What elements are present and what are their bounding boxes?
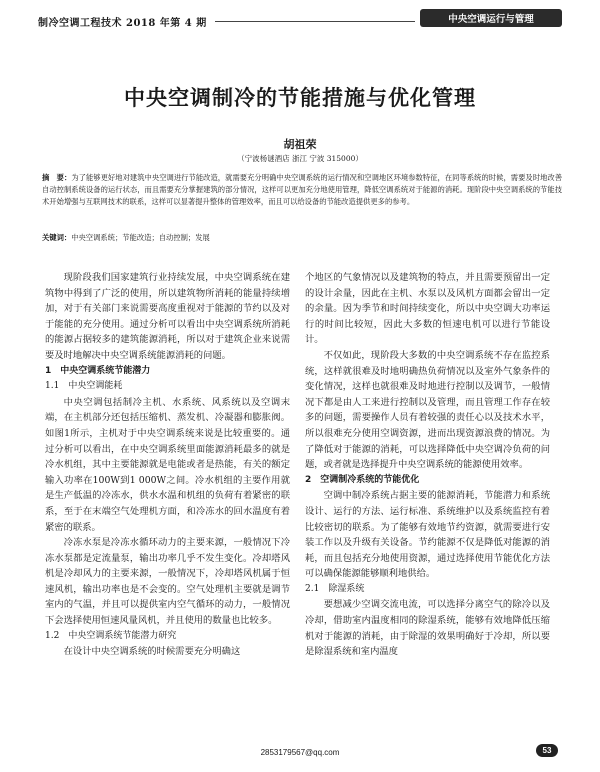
article-author: 胡祖荣 bbox=[283, 138, 317, 151]
author-email: 28531795​67@qq.com bbox=[260, 748, 340, 757]
abstract-text: 为了能够更好地对建筑中央空调进行节能改造，就需要充分明确中央空调系统的运行情况和空调地区环境参数特征，在同等系统的时候，需要及时地改善自动控制系统设备的运行状态，而且需要充分掌握建筑的部分情况，这样可以更加充分地使用管理，降低空调系统对于能源的消耗。现阶段中央空调系统的节能技术开始增强与互联网技术的联系，这样可以显著提升整体的管理效率，而且可以给设备的节能改造提供更多的参考。 bbox=[42, 173, 563, 207]
header-rule bbox=[215, 21, 415, 22]
keywords-label: 关键词： bbox=[42, 233, 72, 242]
section-badge: 中央空调运行与管理 bbox=[420, 9, 562, 27]
journal-header: 制冷空调工程技术 2018 年第 4 期 bbox=[38, 18, 207, 29]
paragraph: 冷冻水泵是冷冻水循环动力的主要来源，一般情况下冷冻水泵都是定流量泵，输出功率几乎不发生变化。冷却塔风机是冷却风力的主要来源，一般情况下，冷却塔风机属于恒速风机，输出功率也是不会变的。空气处理机主要就是调节室内的气温，并且可以提供室内空气循环的动力，一般情况下会选择使用恒速风量风机，并且使用的数量也比较多。 bbox=[45, 537, 290, 627]
article-title: 中央空调制冷的节能措施与优化管理 bbox=[124, 86, 476, 110]
subsection-heading: 1.1 中央空调能耗 bbox=[45, 381, 123, 392]
paragraph: 在设计中央空调系统的时候需要充分明确这 bbox=[63, 646, 241, 658]
keywords-text: 中央空调系统；节能改造；自动控制；发展 bbox=[71, 233, 210, 242]
page-number: 53 bbox=[536, 744, 558, 757]
subsection-heading: 1.2 中央空调系统节能潜力研究 bbox=[45, 630, 177, 641]
paragraph: 中央空调包括制冷主机、水系统、风系统以及空调末端，在主机部分还包括压缩机、蒸发机、冷凝器和膨胀阀。如图1所示，主机对于中央空调系统来说是比较重要的。通过分析可以看出，在中央空调系统里面能源消耗最多的就是冷水机组，其中主要能源就是电能或者是热能，有关的额定输入功率在100W到1 000W之间。冷水机组的主要作用就是生产低温的冷冻水，供水水温和机组的负荷有着紧密的联系，至于在末端空气处理机方面，和冷冻水的回水温度有着紧密的联系。 bbox=[45, 396, 290, 533]
keywords bbox=[42, 233, 562, 243]
paragraph: 不仅如此，现阶段大多数的中央空调系统不存在监控系统，这样就很难及时地明确热负荷情况以及室外气象条件的变化情况，这样也就很难及时地进行控制以及调节，一般情况下都是由人工来进行控制以及管理，而且管理工作存在较多的问题，需要操作人员有着较强的责任心以及技术水平，所以很难充分使用空调资源，进而出现资源浪费的情况。为了降低对于能源的消耗，可以选择降低中央空调冷负荷的问题，或者就是选择提升中央空调系统的能源使用效率。 bbox=[305, 349, 550, 471]
paragraph: 个地区的气象情况以及建筑物的特点，并且需要预留出一定的设计余量，因此在主机、水泵以及风机方面都会留出一定的余量。因为季节和时间持续变化，所以中央空调大功率运行的时间比较短，因此大多数的恒速电机可以进行节能设计。 bbox=[305, 272, 550, 346]
paragraph: 现阶段我们国家建筑行业持续发展，中央空调系统在建筑物中得到了广泛的使用，所以建筑物所消耗的能量持续增加，对于有关部门来说需要高度重视对于能源的节约以及对于能能的充分使用。通过分析可以看出中央空调系统所消耗的能源占据较多的建筑能源消耗，所以对于建筑企业来说需要及时地解决中央空调系统能源消耗的问题。 bbox=[45, 272, 290, 361]
paragraph: 要想减少空调交流电流，可以选择分离空气的除冷以及冷却，借助室内温度相同的除湿系统，能够有效地降低压缩机对于能源的消耗，由于除湿的效果明确好于冷却，所以要是除湿系统和室内温度 bbox=[305, 599, 550, 658]
section-heading: 1 中央空调系统节能潜力 bbox=[45, 365, 151, 376]
body-column-left bbox=[45, 270, 290, 660]
subsection-heading: 2.1 除湿系统 bbox=[305, 583, 365, 594]
abstract-label: 摘 要： bbox=[42, 173, 72, 182]
section-heading: 2 空调制冷系统的节能优化 bbox=[305, 474, 420, 485]
abstract bbox=[42, 172, 562, 209]
body-column-right bbox=[305, 270, 550, 660]
paragraph: 空调中制冷系统占据主要的能源消耗，节能潜力和系统设计、运行的方法、运行标准、系统维护以及系统监控有着比较密切的联系。为了能够有效地节约资源，就需要进行安装工作以及升级有关设备。节约能源不仅是降低对能源的消耗，而且包括充分地使用资源，通过选择使用节能优化方法可以确保能源能够顺利地供给。 bbox=[305, 490, 550, 580]
author-affiliation: （宁波杨谜酒店 浙江 宁波 315000） bbox=[237, 154, 363, 163]
